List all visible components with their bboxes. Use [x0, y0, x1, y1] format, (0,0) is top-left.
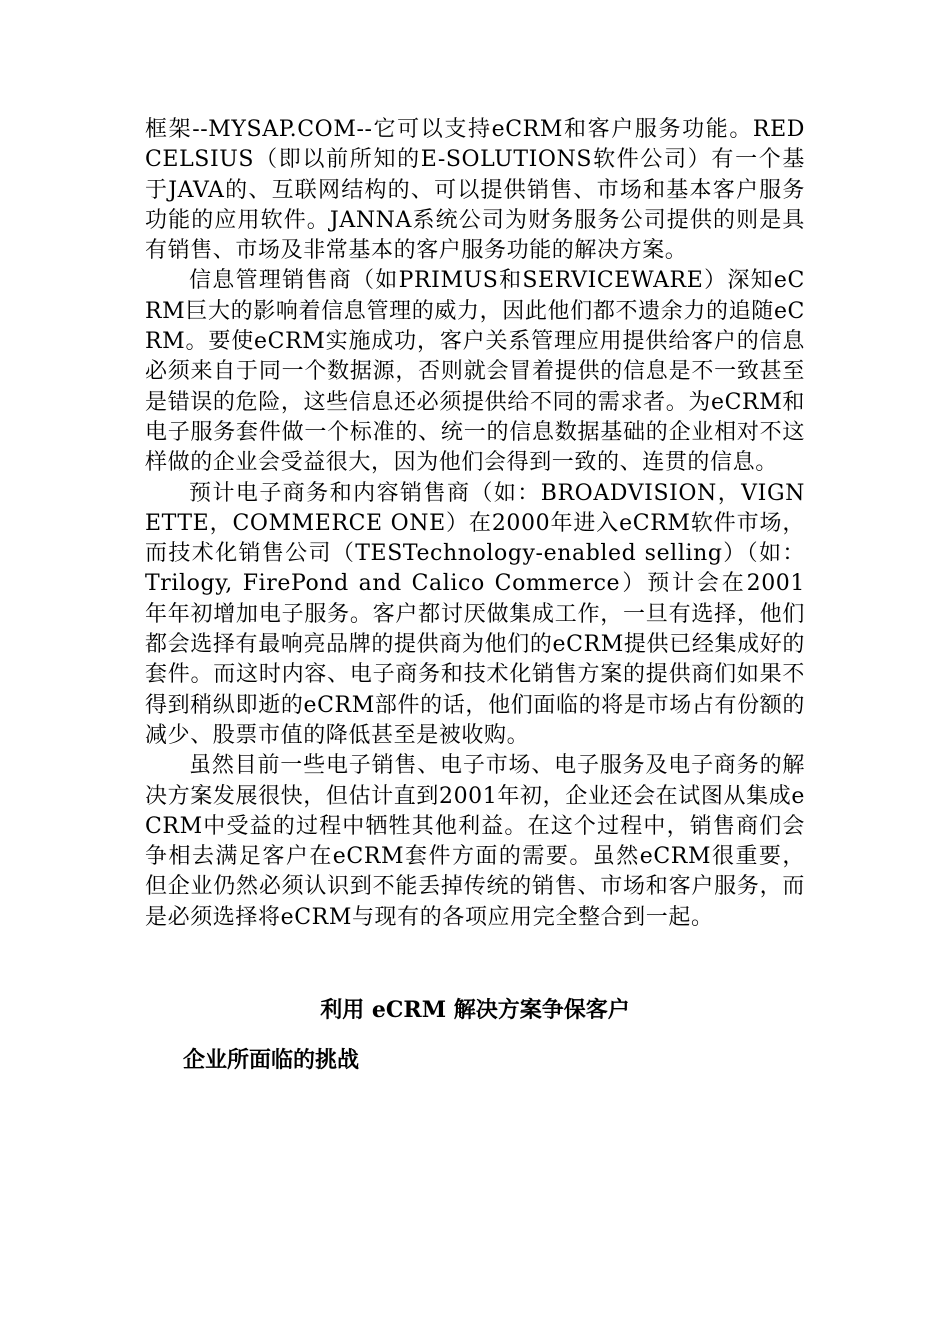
paragraph-4: 虽然目前一些电子销售、电子市场、电子服务及电子商务的解决方案发展很快，但估计直到2001年初，企业还会在试图从集成eCRM中受益的过程中牺牲其他利益。在这个过程中，销售商们会争相去满足客户在eCRM套件方面的需要。虽然eCRM很重要，但企业仍然必须认识到不能丢掉传统的销售、市场和客户服务，而是必须选择将eCRM与现有的各项应用完全整合到一起。 [145, 753, 805, 930]
document-page [145, 115, 805, 1075]
paragraph-3: 预计电子商务和内容销售商（如：BROADVISION，VIGNETTE，COMMERCE ONE）在2000年进入eCRM软件市场，而技术化销售公司（TESTechnology-enabled selling）（如：Trilogy, FirePond and Calico Commerce）预计会在2001年年初增加电子服务。客户都讨厌做集成工作，一旦有选择，他们都会选择有最响亮品牌的提供商为他们的eCRM提供已经集成好的套件。而这时内容、电子商务和技术化销售方案的提供商们如果不得到稍纵即逝的eCRM部件的话，他们面临的将是市场占有份额的减少、股票市值的降低甚至是被收购。 [145, 480, 805, 748]
paragraph-2: 信息管理销售商（如PRIMUS和SERVICEWARE）深知eCRM巨大的影响着信息管理的威力，因此他们都不遗余力的追随eCRM。要使eCRM实施成功，客户关系管理应用提供给客户的信息必须来自于同一个数据源，否则就会冒着提供的信息是不一致甚至是错误的危险，这些信息还必须提供给不同的需求者。为eCRM和电子服务套件做一个标准的、统一的信息数据基础的企业相对不这样做的企业会受益很大，因为他们会得到一致的、连贯的信息。 [145, 268, 805, 476]
section-spacer [145, 933, 805, 995]
section-title: 利用 eCRM 解决方案争保客户 [320, 997, 630, 1024]
subsection-title: 企业所面临的挑战 [183, 1047, 360, 1074]
paragraph-1: 框架--MYSAP.COM--它可以支持eCRM和客户服务功能。REDCELSIUS（即以前所知的E-SOLUTIONS软件公司）有一个基于JAVA的、互联网结构的、可以提供销售、市场和基本客户服务功能的应用软件。JANNA系统公司为财务服务公司提供的则是具有销售、市场及非常基本的客户服务功能的解决方案。 [145, 117, 805, 264]
